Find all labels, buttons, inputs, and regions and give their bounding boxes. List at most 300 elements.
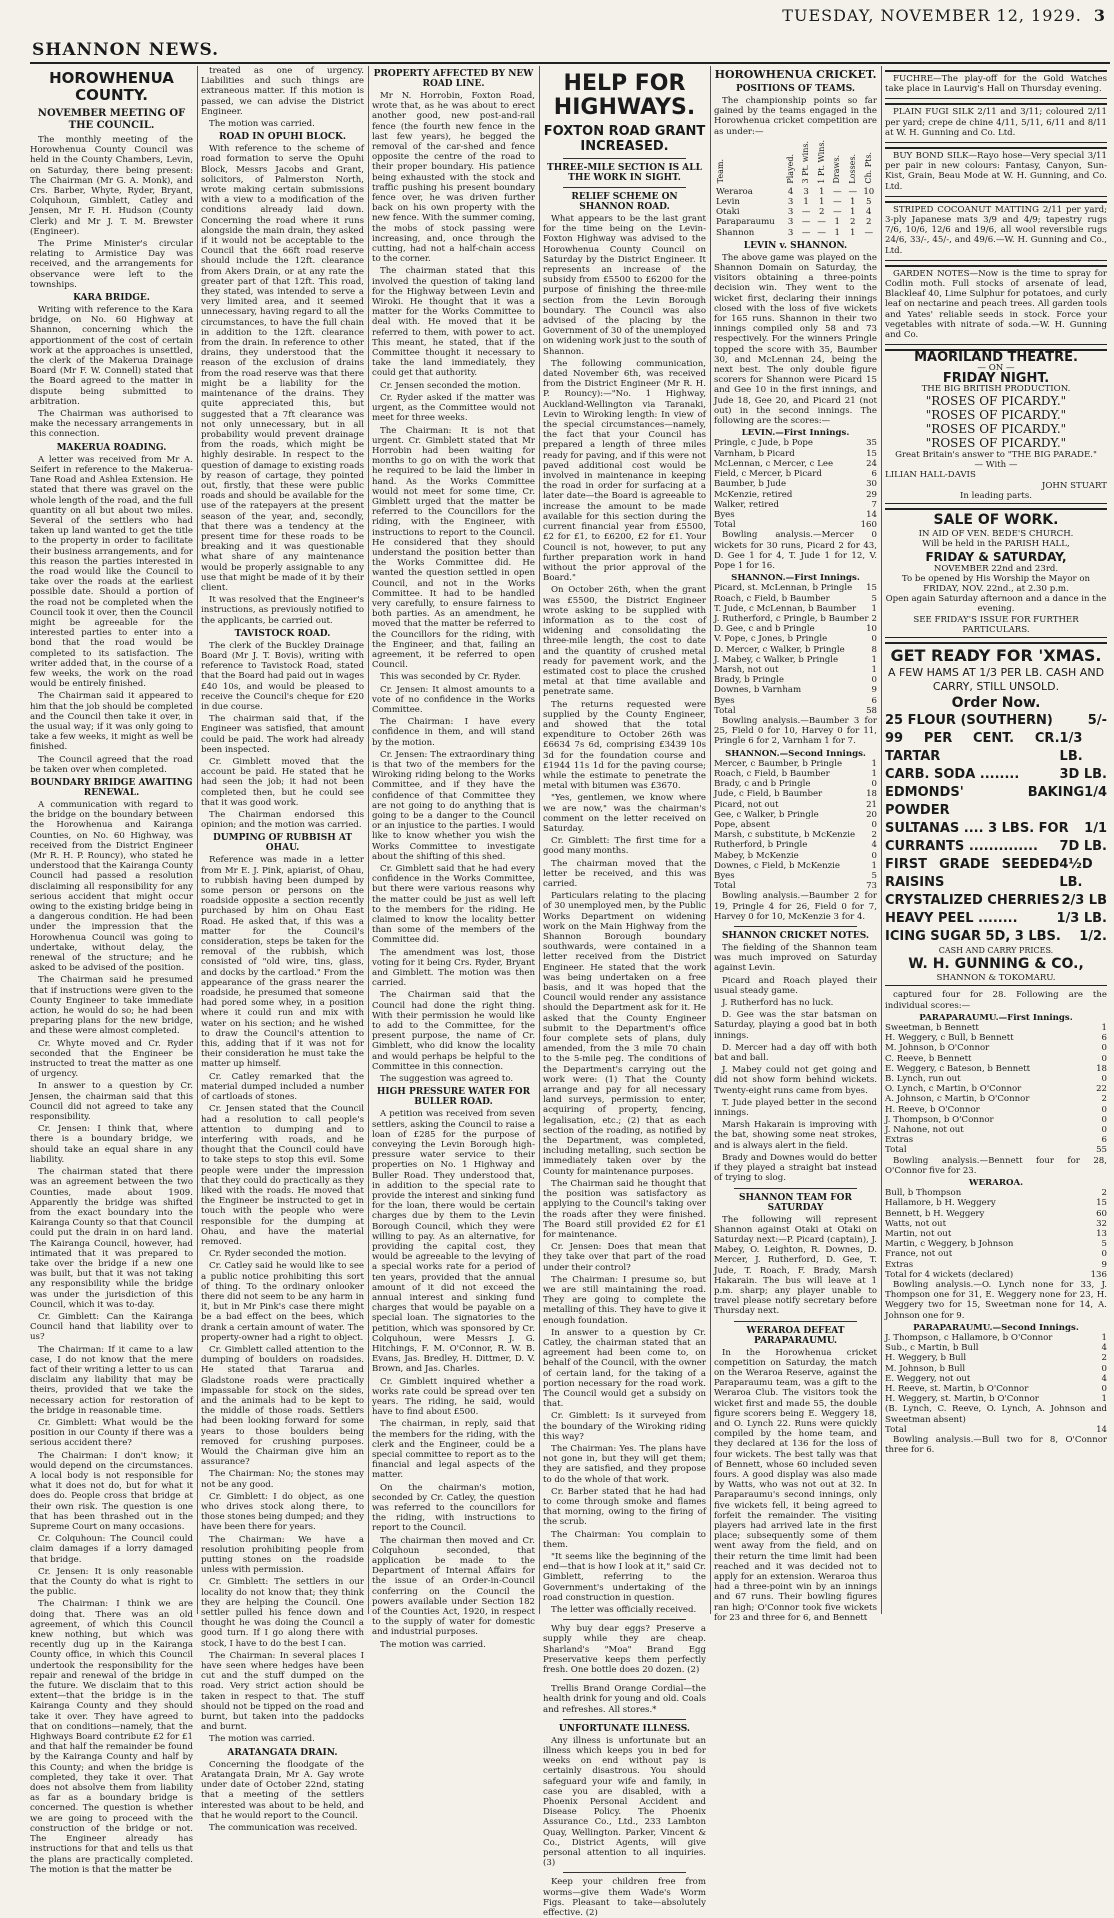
runs: 2 — [1101, 1353, 1107, 1364]
runs: 15 — [1096, 1198, 1107, 1209]
batsman: Total — [885, 1145, 907, 1156]
runs: 1 — [1101, 1394, 1107, 1405]
column-4 — [543, 66, 706, 1918]
runs: 0 — [1101, 1363, 1107, 1374]
batsman: Bennett, b H. Weggery — [885, 1208, 985, 1219]
paragraph: The clerk of the Buckley Drainage Board (Mr J. T. Bovis), writing with reference to Tavistock Road, stated that the Board had paid out in wages £40 10s, and would be pleased to receive the Council's cheque for £20 in due course. — [201, 640, 364, 712]
theatre-stars — [885, 470, 1107, 480]
runs: 22 — [1096, 1084, 1107, 1095]
article-subtitle: NOVEMBER MEETING OF THE COUNCIL. — [37, 108, 186, 131]
batsman: D. Gee, c and b Pringle — [714, 624, 815, 635]
score-row — [885, 1219, 1107, 1229]
runs: 0 — [871, 779, 877, 790]
batsman: Hallamore, b H. Weggery — [885, 1198, 996, 1209]
runs: 6 — [1101, 1033, 1107, 1044]
scorecard — [714, 759, 877, 892]
score-row — [714, 861, 877, 871]
runs: 14 — [1096, 1424, 1107, 1435]
divider — [563, 1719, 686, 1720]
runs: 10 — [866, 624, 877, 635]
score-row — [714, 449, 877, 459]
runs: 18 — [866, 789, 877, 800]
batsman: Field, c Mercer, b Picard — [714, 469, 822, 480]
paragraph: The Prime Minister's circular relating to Armistice Day was received, and the arrangements for observance were left to the townships. — [30, 239, 193, 290]
section-heading: WERAROA DEFEAT PARAPARAUMU. — [746, 1325, 845, 1346]
batsman: Marsh, c substitute, b McKenzie — [714, 830, 856, 841]
paragraph: Cr. Gimblett inquired whether a works rate could be spread over ten years. The riding, he said, would have to find about £500. — [372, 1376, 535, 1418]
runs: 4 — [1101, 1343, 1107, 1354]
bowling-analysis: Bowling analysis.—Bull two for 8, O'Connor three for 6. — [885, 1435, 1107, 1456]
paragraph: The chairman said that, if the Engineer was satisfied, that amount could be paid. The work had already been inspected. — [201, 714, 364, 755]
table-cell: — — [848, 186, 858, 197]
section-heading: DUMPING OF RUBBISH AT OHAU. — [212, 833, 353, 854]
section-heading: HIGH PRESSURE WATER FOR BULLER ROAD. — [376, 1087, 531, 1108]
scorecard — [714, 583, 877, 716]
batsman: T. Jude, c McLennan, b Baumber — [714, 603, 857, 614]
batsman: Marsh, not out — [714, 664, 779, 675]
score-row — [885, 1404, 1107, 1424]
table-cell: 2 — [850, 217, 856, 228]
table-cell: 1 — [850, 207, 856, 218]
runs: 0 — [1101, 1114, 1107, 1125]
runs: 2 — [1101, 1094, 1107, 1105]
header-cell — [798, 139, 814, 187]
runs: 6 — [1101, 1135, 1107, 1146]
article-title: HOROWHENUA COUNTY. — [49, 69, 174, 104]
score-row — [714, 469, 877, 479]
batsman: (B. Lynch, C. Reeve, O. Lynch, A. Johnson and Sweetman absent) — [885, 1404, 1107, 1425]
batsman: J. Mabey, c Walker, b Pringle — [714, 654, 839, 665]
runs: 0 — [871, 634, 877, 645]
runs: 18 — [1096, 1063, 1107, 1074]
runs: 5 — [871, 871, 877, 882]
score-row — [885, 1249, 1107, 1259]
column-1 — [30, 66, 193, 1875]
theatre-production: THE BIG BRITISH PRODUCTION. — [921, 383, 1071, 394]
table-cell: 1 — [834, 217, 840, 228]
batsman: Baumber, b Jude — [714, 479, 787, 490]
bowling-analysis: Bowling analysis.—Mercer 0 wickets for 30 runs, Picard 2 for 43, D. Gee 1 for 4, T. Jude 1 for 12, V. Pope 1 for 16. — [714, 530, 877, 571]
batsman: Total — [714, 705, 736, 716]
batsman: C. Reeve, b Bennett — [885, 1053, 972, 1064]
runs: 21 — [866, 799, 877, 810]
paragraph: Cr. Jensen: I think that, where there is a boundary bridge, we should take an equal share in any liability. — [30, 1124, 193, 1165]
table-cell: Otaki — [716, 207, 740, 218]
table-cell: 3 — [803, 186, 809, 197]
column-rule — [197, 66, 198, 1614]
paragraph: On the chairman's motion, seconded by Cr. Catley, the question was referred to the councillors for the riding, with instructions to report to the Council. — [372, 1482, 535, 1534]
table-cell: 1 — [818, 186, 825, 197]
item-name: HEAVY PEEL ........ — [885, 910, 1018, 926]
table-cell: 2 — [818, 207, 825, 218]
runs: 9 — [871, 685, 877, 696]
runs: 30 — [866, 479, 877, 490]
advertisement: Why buy dear eggs? Preserve a supply while they are cheap. Sharland's "Moa" Brand Egg Preservative keeps them perfectly fresh. One bottle does 20 dozen. (2) — [543, 1624, 706, 1676]
page-number: 3 — [1093, 6, 1106, 25]
classified-ad — [885, 147, 1107, 197]
table-cell: Levin — [716, 197, 740, 208]
section-heading: BOUNDARY BRIDGE AWAITING RENEWAL. — [30, 777, 193, 798]
price-row — [885, 838, 1107, 856]
column-3 — [372, 66, 535, 1650]
score-row — [714, 655, 877, 665]
xmas-order: Order Now. — [951, 694, 1041, 711]
section-heading: PROPERTY AFFECTED BY NEW ROAD LINE. — [373, 69, 534, 89]
paragraph: The motion was carried. — [380, 1639, 486, 1650]
batsman: H. Weggery, b Bull — [885, 1353, 967, 1364]
paragraph: The Council agreed that the road be taken over when completed. — [30, 754, 193, 775]
ad-text: GARDEN NOTES—Now is the time to spray for Codlin moth. Full stocks of arsenate of lead, Blackleaf 40, Lime Sulphur for potatoes, and curly leaf on nectarine and peach trees. All garden tools and Yates' reliable seeds in stock. Force your vegetables with nitrate of soda.—W. H. Gunning and Co. — [885, 268, 1107, 341]
runs: 9 — [1101, 1259, 1107, 1270]
xmas-hams: A FEW HAMS AT 1/3 PER LB. CASH AND CARRY, STILL UNSOLD. — [887, 665, 1105, 693]
paragraph: The following will represent Shannon against Otaki at Otaki on Saturday next:—P. Picard (captain), J. Mabey, O. Leighton, R. Downes, D. Mercer, J. Rutherford, D. Gee, T. Jude, T. Roach, F. Brady, Marsh Hakarain. The bus will leave at 1 p.m. sharp; any player unable to travel please notify secretary before Thursday next. — [714, 1214, 878, 1317]
score-row — [885, 1135, 1107, 1145]
batsman: Martin, not out — [885, 1229, 952, 1239]
paragraph: A letter was received from Mr A. Seifert in reference to the Makerua-Tane Road and Ashlea Extension. He stated that there was gravel on the whole length of the road, and the full quantity on all but about two miles. Several of the settlers who had taken up land wanted to get the title to the property in order to facilitate their business arrangements, and for this reason the parties interested in the road would like the Council to take over the roads at the earliest possible date. Should a portion of the road not be completed when the Council took it over, then the Council might be agreeable for the interested parties to enter into a bond that the road would be completed to its satisfaction. The writer added that, in the course of a few weeks, the work on the road would be entirely finished. — [30, 454, 193, 690]
note: D. Gee was the star batsman on Saturday, playing a good bat in both innings. — [714, 1010, 877, 1041]
divider — [734, 926, 857, 927]
paragraph: With reference to the scheme of road formation to serve the Opuhi Block, Messrs Jacobs and Grant, solicitors, of Palmerston North, wrote making certain submissions with a view to a modification of the conditions already laid down. Concerning the road where it runs alongside the main drain, they asked if it would not be acceptable to the Council that the 66ft road reserve should include the 12ft. clearance from Akers Drain, or at any rate the greater part of that 12ft. This road, they stated, was intended to serve a very limited area, and it seemed unnecessary, having regard to all the circumstances, to have the full chain in addition to the 12ft. clearance from the drain. In reference to other drains, they understood that the reason of the exclusion of drains from the road reserve was that there might be a liability for the maintenance of the drains. They quite appreciated this, but suggested that a 7ft clearance was not only unnecessary, but in all probability would prevent drainage from the roads, which might be highly desirable. In respect to the question of damage to existing roads by reason of cartage, they pointed out, firstly, that these were public roads and should be available for the use of the ratepayers at the present season of the year, and, secondly, that there was a tendency at the present time for these roads to be breaking and it was questionable what share of any maintenance would be properly assignable to any use that might be made of it by their client. — [201, 144, 364, 593]
batsman: J. Thompson, b O'Connor — [885, 1114, 994, 1125]
score-row — [885, 1229, 1107, 1239]
header-cell — [783, 139, 799, 187]
theatre-with: — With — — [974, 460, 1018, 471]
batsman: Mercer, c Baumber, b Pringle — [714, 758, 843, 769]
batsman: Brady, b Pringle — [714, 675, 784, 686]
advertisement: Trellis Brand Orange Cordial—the health drink for young and old. Coals and refreshes. All stores.* — [543, 1684, 706, 1715]
batsman: Walker, retired — [714, 499, 779, 510]
score-row — [885, 1333, 1107, 1343]
paragraph: Cr. Jensen stated that the Council had a resolution to call people's attention to dumping and to interfering with roads, and he thought that the Council could have to take steps to stop this evil. Some people were under the impression that they could do practically as they liked with the roads. He moved that the Engineer be instructed to get in touch with the people who were responsible for the dumping at Ohau, and have the material removed. — [201, 1104, 364, 1247]
runs: 55 — [1096, 1145, 1107, 1156]
theatre-ad — [885, 349, 1107, 504]
batsman: B. Lynch, run out — [885, 1073, 961, 1084]
film-title: "ROSES OF PICARDY." — [925, 394, 1067, 409]
paragraph: A petition was received from seven settlers, asking the Council to raise a loan of £285 for the purpose of conveying the Levin Borough high-pressure water service to their properties on No. 1 Highway and Buller Road. They understood that, in addition to the special rate to provide the interest and sinking fund for the loan, there would be certain charges due by them to the Levin Borough Council, which they were willing to pay. As an alternative, for providing the capital cost, they would be agreeable to the levying of a special works rate for a period of ten years, provided that the annual amount of it did not exceed the annual interest and sinking fund charges that would be payable on a special loan. The signatories to the petition, which was sponsored by Cr. Colquhoun, were Messrs J. G. Hitchings, F. M. O'Connor, R. W. B. Evans, Jas. Bredley, H. Dittmer, D. V. Brown, and Jas. Charles. — [372, 1109, 535, 1375]
table-row — [714, 197, 877, 207]
runs: 0 — [1101, 1249, 1107, 1260]
item-name: EDMONDS' BAKING POWDER — [885, 784, 1085, 818]
item-price: 1/1 — [1084, 820, 1107, 836]
score-row — [885, 1425, 1107, 1435]
batsman: Total — [714, 881, 736, 892]
gunning-place: SHANNON & TOKOMARU. — [936, 973, 1056, 984]
issue-date — [782, 6, 1106, 25]
table-cell: 10 — [863, 186, 875, 197]
score-row — [714, 840, 877, 850]
divider — [734, 1321, 857, 1322]
table-row — [714, 207, 877, 217]
header-cell — [829, 139, 845, 187]
theatre-title: MAORILAND THEATRE. — [914, 350, 1078, 366]
note: Brady and Downes would do better if they played a straight bat instead of trying to slog. — [714, 1152, 877, 1184]
runs: 5 — [1101, 1239, 1107, 1250]
section-heading: MAKERUA ROADING. — [56, 442, 167, 453]
paragraph: The Chairman: If it came to a law case, I do not know that the mere fact of their writing a letter to us can disclaim any liability that may be theirs, provided that we take the necessary action for restoration of the bridge in reasonable time. — [30, 1344, 193, 1416]
runs: 0 — [1101, 1124, 1107, 1135]
table-row — [714, 228, 877, 238]
note: The fielding of the Shannon team was much improved on Saturday against Levin. — [714, 943, 877, 974]
section-heading: TAVISTOCK ROAD. — [234, 628, 331, 639]
score-row — [714, 779, 877, 789]
header-label: 1 Pt. Wins. — [816, 139, 826, 184]
paragraph: The championship points so far gained by the teams engaged in the Horowhenua cricket competition are as under:— — [714, 96, 877, 137]
score-row — [885, 1033, 1107, 1043]
paragraph: Cr. Jensen seconded the motion. — [380, 380, 521, 391]
score-row — [714, 789, 877, 799]
sale-days: FRIDAY & SATURDAY, — [925, 549, 1067, 564]
score-row — [714, 769, 877, 779]
batsman: E. Weggery, c Bateson, b Bennett — [885, 1063, 1031, 1074]
table-cell: — — [832, 197, 842, 208]
table-header-row — [714, 139, 877, 187]
paragraph: The chairman stated that this involved the question of taking land for the Highway between Levin and Wiroki. He thought that it was a matter for the Works Committee to deal with. He moved that it be referred to them, with power to act. This meant, he stated, that if the Committee thought it necessary to take the land immediately, they could get that authority. — [372, 266, 535, 379]
table-cell: Weraroa — [716, 186, 753, 197]
masthead — [30, 0, 1110, 62]
score-row — [885, 1054, 1107, 1064]
header-label: Ch. Pts. — [863, 152, 873, 184]
paragraph: The letter was officially received. — [551, 1605, 697, 1616]
table-cell: 1 — [803, 197, 809, 208]
score-row — [885, 1353, 1107, 1363]
item-name: CRYSTALIZED CHERRIES — [885, 892, 1060, 908]
batsman: H. Weggery, st. Martin, b O'Connor — [885, 1394, 1039, 1405]
score-row — [714, 604, 877, 614]
paragraph: The Chairman: I don't know; it would depend on the circumstances. A local body is not responsible for what it does not do, but for what it does do. People cross that bridge at their own risk. The question is one that has been thrashed out in the Supreme Court on many occasions. — [30, 1450, 193, 1532]
runs: 2 — [1101, 1188, 1107, 1199]
score-row — [714, 706, 877, 716]
table-cell: 3 — [787, 197, 794, 208]
paragraph: Any illness is unfortunate but an illness which keeps you in bed for weeks on end without pay is certainly disastrous. You should safeguard your wife and family, in case you are disabled, with a Phoenix Personal Accident and Disease Policy. The Phoenix Assurance Co., Ltd., 233 Lambton Quay, Wellington. Parker, Vincent & Co., District Agents, will give personal attention to all inquiries. (3) — [543, 1735, 706, 1869]
runs: 1 — [871, 758, 877, 769]
score-row — [714, 500, 877, 510]
paragraph: The Chairman: It is not that urgent. Cr. Gimblett stated that Mr Horrobin had been waiting for months to go on with the work that he required to be laid the limber in hand. As the Works Committee would not meet for some time, Cr. Gimblett urged that the matter be referred to the Councillors for the riding, with the Engineer, with instructions to report to the Council. He considered that they should understand the position better than the Works Committee did. He wanted the question settled in open Council, and not in the Works Committee. It had to be handled very carefully, to ensure fairness to both parties. As an amendment, he moved that the matter be referred to the Councillors for the riding, with the Engineer, and that, failing an agreement, it be referred to open Council. — [372, 425, 535, 671]
runs: 0 — [1101, 1384, 1107, 1395]
batsman: M. Johnson, b O'Connor — [885, 1043, 990, 1054]
table-cell: 1 — [850, 227, 856, 238]
batsman: Byes — [714, 871, 735, 882]
divider — [563, 1679, 686, 1680]
batsman: Varnham, b Picard — [714, 448, 795, 459]
divider — [734, 1188, 857, 1189]
score-row — [885, 1384, 1107, 1394]
article-title: HELP FOR HIGHWAYS. — [553, 71, 696, 120]
paragraph: Cr. Gimblett: Is it surveyed from the boundary of the Wiroking riding this way? — [543, 1411, 706, 1442]
header-label: Played. — [785, 153, 795, 184]
score-row — [714, 810, 877, 820]
article-subtitle: POSITIONS OF TEAMS. — [735, 84, 856, 94]
table-cell: 4 — [787, 186, 794, 197]
header-label: Losses. — [847, 153, 857, 184]
price-row — [885, 820, 1107, 838]
batsman: V. Pope, c Jones, b Pringle — [714, 634, 828, 645]
score-row — [885, 1084, 1107, 1094]
paragraph: captured four for 28. Following are the individual scores:— — [885, 990, 1107, 1011]
paragraph: Cr. Ryder seconded the motion. — [209, 1249, 347, 1260]
sale-title: SALE OF WORK. — [933, 512, 1059, 529]
runs: 24 — [866, 458, 877, 469]
score-row — [714, 583, 877, 593]
score-row — [714, 696, 877, 706]
column-rule — [539, 66, 540, 1614]
runs: 35 — [866, 438, 877, 449]
theatre-answer: Great Britain's answer to "THE BIG PARADE." — [895, 450, 1097, 461]
paragraph: The Chairman: We have a resolution prohibiting people from putting stones on the roadside unless with permission. — [201, 1534, 364, 1576]
item-price: 2/3 LB — [1061, 892, 1107, 908]
score-row — [714, 800, 877, 810]
paragraph: In answer to a question by Cr. Catley, the chairman stated that an agreement had been come to, on behalf of the Council, with the owner of certain land, for the taking of a portion necessary for the road work. The Council would get a subsidy on that. — [543, 1327, 706, 1410]
paragraph: The Chairman said he presumed that if instructions were given to the County Engineer to take immediate action, he would do so; he had been preparing plans for the new bridge, and these were almost completed. — [30, 975, 193, 1037]
header-label: 3 Pt. wins. — [801, 141, 811, 184]
paragraph: The chairman stated that there was an agreement between the two Counties, made about 1909. Apparently the bridge was shifted from the exact boundary into the Kairanga County so that that Council could put the drain in on hard land. The Kairanga Council, however, had intimated that it was prepared to take over the bridge if a new one was built, but that it was not taking any responsibility while the bridge was under the jurisdiction of this Council, which it was to-day. — [30, 1167, 193, 1310]
score-row — [885, 1209, 1107, 1219]
note: J. Rutherford has no luck. — [722, 998, 834, 1009]
sale-dance: Open again Saturday afternoon and a dance in the evening. — [885, 594, 1107, 615]
score-row — [714, 520, 877, 530]
batsman: Pope, absent — [714, 820, 770, 830]
score-row — [714, 634, 877, 644]
score-row — [714, 438, 877, 448]
runs: 8 — [871, 644, 877, 655]
column-5 — [714, 66, 878, 1623]
header-label: Draws. — [832, 155, 842, 184]
batsman: Rutherford, b Pringle — [714, 840, 808, 851]
runs: 1 — [1101, 1022, 1107, 1033]
score-row — [714, 675, 877, 685]
table-cell: — — [801, 217, 811, 228]
ad-text: STRIPED COCOANUT MATTING 2/11 per yard; 3-ply Japanese mats 3/9 and 4/9; tapestry rugs 7/6, 10/6, 12/6 and 19/6, all wool reversible rugs 24/6, 33/-, 45/-, and 49/6.—W. H. Gunning and Co., Ltd. — [885, 204, 1107, 256]
table-row — [714, 187, 877, 197]
paragraph: The suggestion was agreed to. — [380, 1074, 514, 1085]
sale-see: SEE FRIDAY'S ISSUE FOR FURTHER PARTICULARS. — [913, 614, 1079, 635]
runs: 1 — [1101, 1333, 1107, 1344]
innings-heading: PARAPARAUMU.—First Innings. — [919, 1012, 1073, 1023]
note: J. Mabey could not get going and did not show form behind wickets. Twenty-eight runs came from byes. — [714, 1065, 877, 1096]
classified-ad — [885, 103, 1107, 143]
innings-heading: SHANNON.—First Innings. — [731, 573, 860, 584]
runs: 6 — [871, 695, 877, 706]
divider — [563, 187, 686, 188]
batsman: Roach, c Field, b Baumber — [714, 768, 830, 779]
paragraph: The monthly meeting of the Horowhenua County Council was held in the County Chambers, Levin, on Saturday, there being present: The Chairman (Mr G. A. Monk), and Crs. Barber, Whyte, Ryder, Bryant, Colquhoun, Gimblett, Catley and Jensen, Mr F. H. Hudson (County Clerk) and Mr J. T. M. Brewster (Engineer). — [30, 135, 193, 237]
note: D. Mercer had a day off with both bat and ball. — [714, 1042, 877, 1064]
price-row — [885, 928, 1107, 946]
batsman: Picard, st. McLennan, b Pringle — [714, 583, 853, 594]
paragraph: Cr. Barber stated that he had had to come through smoke and flames that morning, owing to the firing of the scrub. — [543, 1486, 706, 1528]
section-heading: KARA BRIDGE. — [73, 293, 150, 304]
paragraph: Cr. Gimblett said that he had every confidence in the Works Committee, but there were various reasons why the matter could be just as well left to the members for the riding. He claimed to know the locality better than some of the members of the Committee did. — [372, 864, 535, 946]
paragraph: It was resolved that the Engineer's instructions, as previously notified to the applicants, be carried out. — [201, 595, 364, 626]
item-price: 4½D LB. — [1059, 856, 1093, 890]
header-cell — [814, 139, 830, 187]
score-row — [885, 1364, 1107, 1374]
batsman: Byes — [714, 695, 735, 706]
paragraph: Cr. Jensen: It is only reasonable that the County do what is right to the public. — [30, 1566, 193, 1598]
theatre-roles: In leading parts. — [960, 490, 1032, 501]
runs: 0 — [871, 850, 877, 861]
paragraph: Cr. Gimblett: Can the Kairanga Council hand that liability over to us? — [30, 1311, 193, 1343]
note: T. Jude played better in the second innings. — [714, 1097, 877, 1119]
section-heading: UNFORTUNATE ILLNESS. — [558, 1723, 691, 1734]
paragraph: The Chairman: I think we are doing that. There was an old agreement, of which this Council knew nothing, but which was recently dug up in the Kairanga County office, in which this Council undertook the responsibility for the repair and renewal of the bridge in the future. We disclaim that to this extent—that the bridge is in the Kairanga County and they should take it over. They have agreed to that on conditions—namely, that the Highways Board contribute £2 for £1 and that half the remainder be found by the Kairanga County and half by this County; and when the bridge is completed, they take it over. That does not absolve them from liability as far as a boundary bridge is concerned. The question is whether we are going to proceed with the construction of the bridge or not. The Engineer already has instructions for that and tells us that the plans are practically completed. The motion is that the matter be — [30, 1599, 193, 1875]
innings-heading: PARAPARAUMU.—Second Innings. — [913, 1322, 1079, 1333]
film-title: "ROSES OF PICARDY." — [925, 422, 1067, 437]
bowling-analysis: Bowling analysis.—Baumber 2 for 19, Pringle 4 for 26, Field 0 for 7, Harvey 0 for 10, McKenzie 3 for 4. — [714, 891, 877, 922]
batsman: Picard, not out — [714, 799, 779, 810]
score-row — [714, 871, 877, 881]
paragraph: The Chairman: I have every confidence in them, and will stand by the motion. — [372, 717, 535, 748]
item-price: 1/4 — [1084, 784, 1107, 800]
paragraph: Reference was made in a letter from Mr E. J. Pink, apiarist, of Ohau, to rubbish having been dumped by some person or persons on the roadside opposite a section recently purchased by him on Ohau East Road. He asked that, if this was a matter for the Council's consideration, steps be taken for the removal of the rubbish, which consisted of "old wire, tins, glass, and docks by the cartload." From the appearance of the grass nearer the roadside, he presumed that someone had pored some whey, in a position where it could run and mix with water on his section; and he wished to draw the Council's attention to this, adding that if it was not for their consideration he must take the matter up himself. — [201, 855, 364, 1070]
runs: 0 — [1101, 1053, 1107, 1064]
paragraph: What appears to be the last grant for the time being on the Levin-Foxton Highway was advised to the Horowhenua County Council on Saturday by the District Engineer. It represents an increase of the subsidy from £5500 to £6200 for the purpose of finishing the three-mile section from the Levin Borough boundary. The Council was also advised of the placing by the Government of 30 of the unemployed on widening work just to the south of Shannon. — [543, 214, 706, 357]
paragraph: Cr. Whyte moved and Cr. Ryder seconded that the Engineer be instructed to treat the matter as one of urgency. — [30, 1038, 193, 1080]
table-cell: — — [832, 207, 842, 218]
scorecard — [885, 1333, 1107, 1435]
paragraph: The Chairman: In several places I have seen where hedges have been cut and the stuff dumped on the road. Very strict action should be taken in respect to that. The stuff should not be tipped on the road and burnt, but taken into the paddocks and burnt. — [201, 1650, 364, 1733]
runs: 0 — [1101, 1104, 1107, 1115]
paragraph: Cr. Jensen: It almost amounts to a vote of no confidence in the Works Committee. — [372, 684, 535, 715]
classified-ad — [885, 265, 1107, 345]
batsman: O. Lynch, c Martin, b O'Connor — [885, 1084, 1022, 1095]
deck: RELIEF SCHEME ON SHANNON ROAD. — [571, 192, 678, 212]
paragraph: The returns requested were supplied by the County Engineer, and showed that the total expenditure to October 26th was £6634 7s 6d, comprising £3439 10s 3d for the foundation course and £1944 11s 1d for the paving course; while the estimate to penetrate the metal with bitumen was £3670. — [543, 699, 706, 792]
runs: 15 — [866, 448, 877, 459]
score-row — [714, 459, 877, 469]
article-title: HOROWHENUA CRICKET. — [714, 68, 877, 81]
innings-heading: WERAROA. — [968, 1177, 1024, 1188]
paragraph: On October 26th, when the grant was £5500, the District Engineer wrote asking to be supplied with information as to the cost of widening and consolidating the three-mile length, the cost to date and the quantity of crushed metal ready for pavement work, and the estimated cost to place the crushed metal at that time available and penetrate same. — [543, 585, 706, 698]
runs: 4 — [1101, 1373, 1107, 1384]
header-cell — [845, 139, 861, 187]
score-row — [714, 645, 877, 655]
score-row — [714, 820, 877, 830]
gunning-name: W. H. GUNNING & CO., — [908, 956, 1084, 973]
table-cell: — — [801, 207, 811, 218]
ad-text: FUCHRE—The play-off for the Gold Watches take place in Laurvig's Hall on Thursday evening. — [885, 74, 1107, 95]
price-list — [885, 712, 1107, 946]
score-row — [714, 479, 877, 489]
score-row — [714, 665, 877, 675]
runs: 1 — [871, 768, 877, 779]
paragraph: Cr. Gimblett: The first time for a good many months. — [543, 836, 706, 857]
item-price: 3D LB. — [1059, 766, 1107, 782]
score-row — [885, 1023, 1107, 1033]
score-row — [714, 614, 877, 624]
section-heading: SHANNON CRICKET NOTES. — [721, 931, 870, 942]
batsman: Total — [885, 1424, 907, 1435]
paragraph: Cr. Catley remarked that the material dumped included a number of cartloads of stones. — [201, 1071, 364, 1103]
score-row — [885, 1188, 1107, 1198]
score-row — [714, 490, 877, 500]
score-row — [885, 1074, 1107, 1084]
batsman: H. Reeve, b O'Connor — [885, 1104, 980, 1115]
score-row — [714, 510, 877, 520]
paper-name: SHANNON NEWS. — [32, 40, 220, 60]
score-row — [885, 1343, 1107, 1353]
item-price: 5/- — [1087, 712, 1107, 728]
score-row — [885, 1125, 1107, 1135]
column-rule — [368, 66, 369, 1614]
item-name: 25 FLOUR (SOUTHERN) — [885, 712, 1053, 728]
item-name: CARB. SODA ........ — [885, 766, 1020, 782]
batsman: Brady, c and b Pringle — [714, 779, 811, 790]
runs: 1 — [871, 860, 877, 871]
batsman: McLennan, c Mercer, c Lee — [714, 458, 834, 469]
standings-body — [714, 187, 877, 238]
runs: 20 — [866, 809, 877, 820]
batsman: A. Johnson, c Martin, b O'Connor — [885, 1094, 1030, 1105]
